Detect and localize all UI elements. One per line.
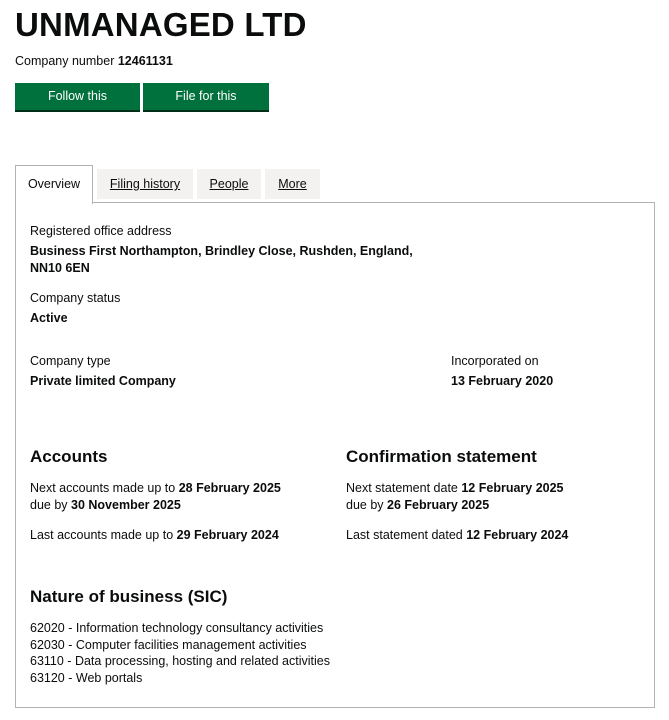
sic-item: 63110 - Data processing, hosting and related activities xyxy=(30,654,330,668)
registered-office-line1: Business First Northampton, Brindley Close, Rushden, England, xyxy=(30,244,413,258)
confirmation-due-date: 26 February 2025 xyxy=(387,498,490,512)
company-type-value: Private limited Company xyxy=(30,374,176,388)
follow-company-button[interactable]: Follow this company xyxy=(15,83,140,110)
accounts-last-date: 29 February 2024 xyxy=(176,528,279,542)
sic-heading: Nature of business (SIC) xyxy=(30,587,228,606)
accounts-heading: Accounts xyxy=(30,447,108,466)
accounts-next xyxy=(30,480,281,497)
tab-more[interactable]: More xyxy=(265,169,320,199)
sic-item: 62030 - Computer facilities management activities xyxy=(30,638,307,652)
company-number-value: 12461131 xyxy=(117,54,173,68)
overview-panel xyxy=(15,202,655,708)
confirmation-last-prefix: Last statement dated xyxy=(346,528,463,542)
company-status-value: Active xyxy=(30,311,68,325)
confirmation-next xyxy=(346,480,564,497)
company-name: UNMANAGED LTD xyxy=(15,6,307,43)
confirmation-last-date: 12 February 2024 xyxy=(466,528,569,542)
confirmation-heading: Confirmation statement xyxy=(346,447,537,466)
accounts-next-prefix: Next accounts made up to xyxy=(30,481,176,495)
company-number-label: Company number xyxy=(15,54,115,68)
confirmation-due xyxy=(346,497,489,514)
confirmation-next-date: 12 February 2025 xyxy=(461,481,564,495)
accounts-due-date: 30 November 2025 xyxy=(71,498,181,512)
registered-office-line2: NN10 6EN xyxy=(30,261,90,275)
accounts-next-date: 28 February 2025 xyxy=(178,481,281,495)
incorporated-label: Incorporated on xyxy=(451,354,539,368)
tab-people[interactable]: People xyxy=(197,169,261,199)
accounts-due-prefix: due by xyxy=(30,498,68,512)
file-for-company-button[interactable]: File for this company xyxy=(143,83,269,110)
tab-overview[interactable]: Overview xyxy=(15,165,93,204)
sic-item: 62020 - Information technology consultancy activities xyxy=(30,621,324,635)
accounts-last-prefix: Last accounts made up to xyxy=(30,528,174,542)
tab-filing-history[interactable]: Filing history xyxy=(97,169,193,199)
company-status-label: Company status xyxy=(30,291,121,305)
sic-item: 63120 - Web portals xyxy=(30,671,143,685)
accounts-last xyxy=(30,527,279,544)
company-number xyxy=(15,54,173,68)
incorporated-value: 13 February 2020 xyxy=(451,374,554,388)
confirmation-due-prefix: due by xyxy=(346,498,384,512)
confirmation-next-prefix: Next statement date xyxy=(346,481,458,495)
confirmation-last xyxy=(346,527,568,544)
registered-office-label: Registered office address xyxy=(30,224,172,238)
company-type-label: Company type xyxy=(30,354,111,368)
accounts-due xyxy=(30,497,181,514)
